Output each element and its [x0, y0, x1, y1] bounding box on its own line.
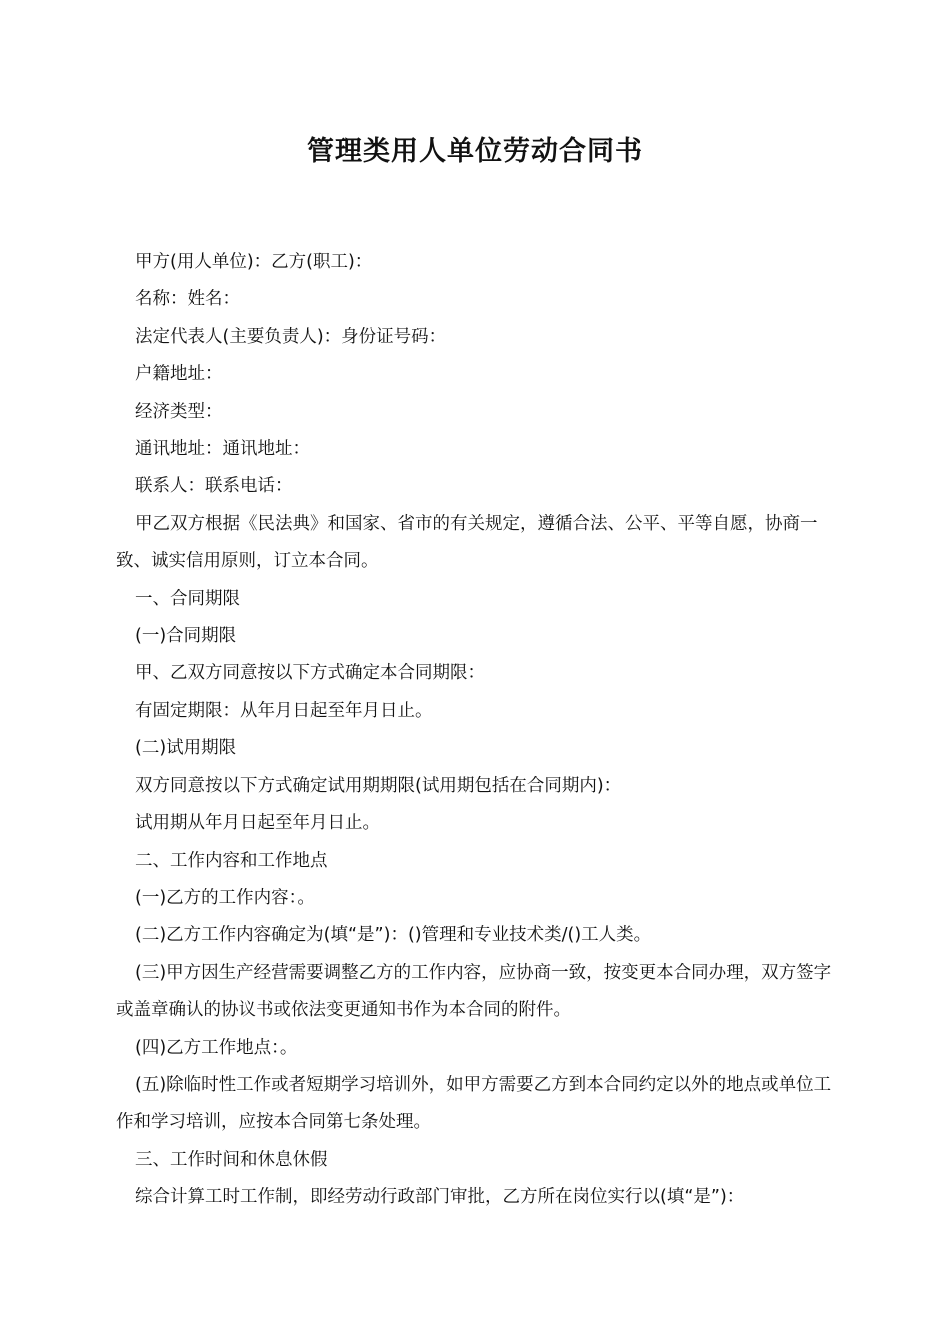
party-header-line: 甲方(用人单位)：乙方(职工)：: [135, 252, 373, 272]
paragraph: (一)乙方的工作内容：。: [135, 887, 315, 908]
paragraph: 试用期从年月日起至年月日止。: [135, 813, 380, 834]
paragraph: (四)乙方工作地点：。: [135, 1037, 298, 1058]
section-heading: 三、工作时间和休息休假: [135, 1149, 328, 1170]
household-address-line: 户籍地址：: [135, 364, 223, 385]
legal-representative-line: 法定代表人(主要负责人)：身份证号码：: [135, 326, 447, 347]
paragraph: (二)乙方工作内容确定为(填“是”)：()管理和专业技术类/()工人类。: [135, 925, 652, 946]
paragraph: 有固定期限：从年月日起至年月日止。: [135, 700, 433, 721]
economic-type-line: 经济类型：: [135, 401, 223, 422]
preamble-paragraph: 甲乙双方根据《民法典》和国家、省市的有关规定，遵循合法、公平、平等自愿，协商一致、诚实信用原则，订立本合同。: [116, 513, 818, 572]
mailing-address-line: 通讯地址：通讯地址：: [135, 439, 310, 460]
name-line: 名称：姓名：: [135, 289, 240, 310]
paragraph: (五)除临时性工作或者短期学习培训外，如甲方需要乙方到本合同约定以外的地点或单位工作和学习培训，应按本合同第七条处理。: [116, 1074, 832, 1133]
paragraph: 双方同意按以下方式确定试用期期限(试用期包括在合同期内)：: [135, 775, 622, 796]
paragraph: 甲、乙双方同意按以下方式确定本合同期限：: [135, 663, 485, 684]
document-body: [116, 244, 836, 1217]
subsection-heading: (二)试用期限: [135, 738, 237, 759]
paragraph: 综合计算工时工作制，即经劳动行政部门审批，乙方所在岗位实行以(填“是”)：: [135, 1187, 745, 1208]
subsection-heading: (一)合同期限: [135, 626, 237, 647]
section-heading: 二、工作内容和工作地点: [135, 850, 328, 871]
contact-line: 联系人：联系电话：: [135, 476, 293, 497]
paragraph: (三)甲方因生产经营需要调整乙方的工作内容，应协商一致，按变更本合同办理，双方签字或盖章确认的协议书或依法变更通知书作为本合同的附件。: [116, 962, 832, 1021]
section-heading: 一、合同期限: [135, 588, 240, 609]
document-title: 管理类用人单位劳动合同书: [307, 136, 643, 167]
